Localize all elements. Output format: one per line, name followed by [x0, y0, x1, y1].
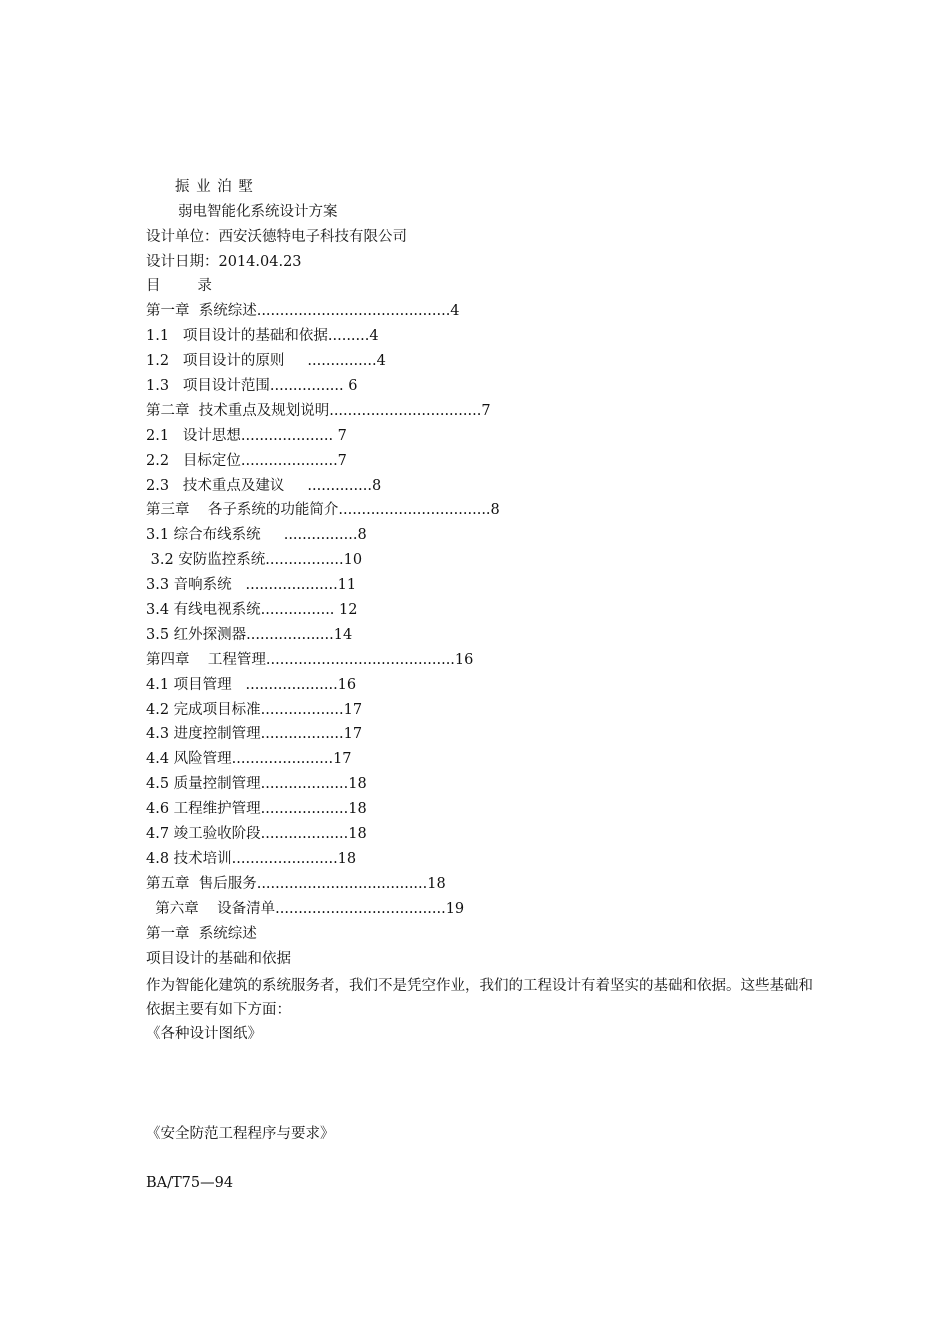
- reference-item: 《各种设计图纸》: [146, 1026, 262, 1042]
- section-heading: 项目设计的基础和依据: [146, 951, 291, 967]
- toc-entry: 1.1 项目设计的基础和依据.........4: [146, 328, 379, 344]
- toc-entry: 1.2 项目设计的原则 ...............4: [146, 353, 386, 369]
- toc-entry: 第六章 设备清单.....................................19: [146, 901, 465, 917]
- body-paragraph: 作为智能化建筑的系统服务者，我们不是凭空作业，我们的工程设计有着坚实的基础和依据。这些基础和依据主要有如下方面：: [146, 978, 813, 1018]
- toc-entry: 2.2 目标定位.....................7: [146, 453, 347, 469]
- toc-entry: 4.4 风险管理......................17: [146, 751, 352, 767]
- toc-entry: 4.7 竣工验收阶段...................18: [146, 826, 367, 842]
- toc-entry: 3.3 音响系统 ....................11: [146, 577, 357, 593]
- toc-entry: 3.5 红外探测器...................14: [146, 627, 353, 643]
- toc-entry: 4.5 质量控制管理...................18: [146, 776, 367, 792]
- toc-entry: 第五章 售后服务.....................................18: [146, 876, 446, 892]
- toc-heading: 目 录: [146, 278, 212, 294]
- toc-entry: 4.6 工程维护管理...................18: [146, 801, 367, 817]
- design-date: 设计日期：2014.04.23: [146, 254, 302, 270]
- toc-entry: 4.1 项目管理 ....................16: [146, 677, 357, 693]
- toc-entry: 3.4 有线电视系统................ 12: [146, 602, 358, 618]
- document-title-project: 振 业 泊 墅: [175, 179, 254, 195]
- toc-entry: 3.1 综合布线系统 ................8: [146, 527, 367, 543]
- toc-entry: 4.3 进度控制管理..................17: [146, 726, 363, 742]
- toc-entry: 第四章 工程管理.........................................16: [146, 652, 474, 668]
- reference-item: 《安全防范工程程序与要求》: [146, 1126, 335, 1142]
- toc-entry: 2.1 设计思想.................... 7: [146, 428, 347, 444]
- toc-entry: 4.8 技术培训.......................18: [146, 851, 357, 867]
- toc-entry: 第二章 技术重点及规划说明.................................7: [146, 403, 491, 419]
- document-title-main: 弱电智能化系统设计方案: [178, 204, 338, 220]
- toc-entry: 4.2 完成项目标准..................17: [146, 702, 363, 718]
- toc-entry: 1.3 项目设计范围................ 6: [146, 378, 358, 394]
- reference-code: BA/T75—94: [146, 1175, 234, 1191]
- design-unit: 设计单位：西安沃德特电子科技有限公司: [146, 229, 407, 245]
- toc-entry: 2.3 技术重点及建议 ..............8: [146, 478, 382, 494]
- chapter-heading: 第一章 系统综述: [146, 926, 257, 942]
- toc-entry: 第一章 系统综述..........................................4: [146, 303, 460, 319]
- toc-entry: 第三章 各子系统的功能简介.................................8: [146, 502, 500, 518]
- toc-entry: 3.2 安防监控系统.................10: [146, 552, 363, 568]
